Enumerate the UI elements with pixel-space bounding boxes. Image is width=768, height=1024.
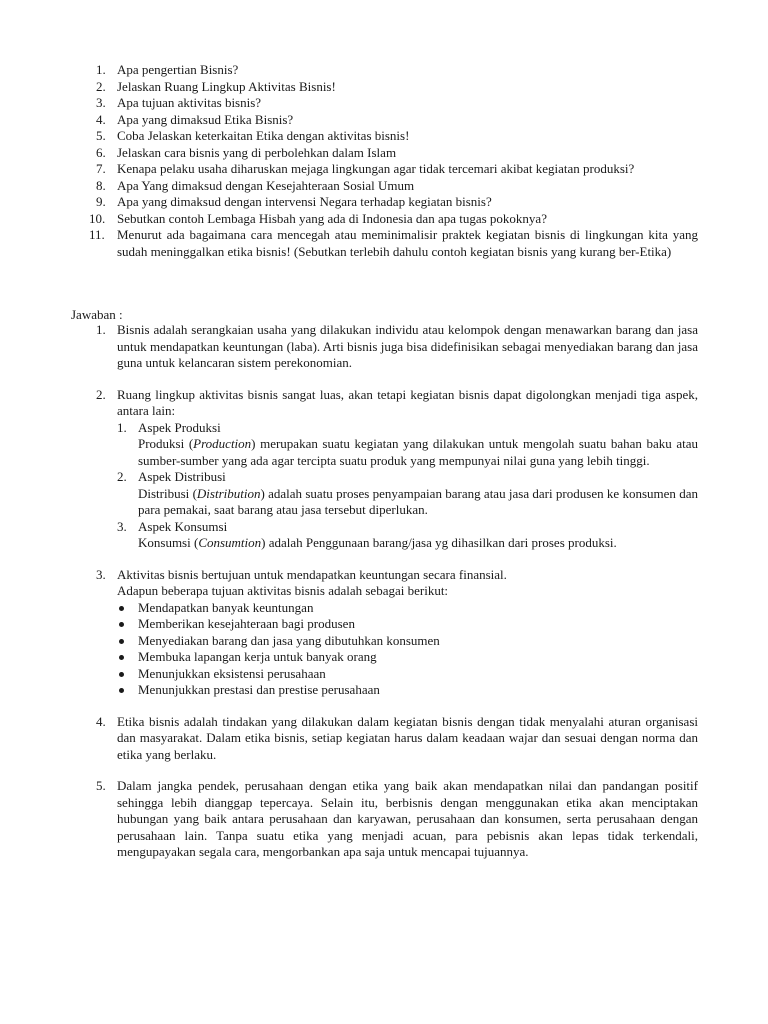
question-number: 8.: [96, 177, 106, 193]
answer-text: Aktivitas bisnis bertujuan untuk mendapatkan keuntungan secara finansial.: [117, 566, 507, 582]
question-item: [78, 95, 698, 112]
question-item: [78, 128, 698, 145]
bullet-item: Memberikan kesejahteraan bagi produsen: [117, 616, 698, 633]
question-number: 1.: [96, 62, 106, 77]
answers-heading: Jawaban :: [71, 307, 123, 322]
questions-list: [78, 62, 698, 260]
aspect-description: Produksi (Production) merupakan suatu kegiatan yang dilakukan untuk mengolah suatu bahan baku atau sumber-sumber yang ada agar tercipta suatu produk yang mempunyai nilai guna yang lebih tinggi.: [138, 436, 698, 468]
question-text: Kenapa pelaku usaha diharuskan mejaga lingkungan agar tidak tercemari akibat kegiatan produksi?: [117, 161, 635, 176]
answer-text: Bisnis adalah serangkaian usaha yang dilakukan individu atau kelompok dengan menawarkan barang dan jasa untuk mendapatkan keuntungan (laba). Arti bisnis juga bisa didefinisikan sebagai menyediakan barang dan jasa guna untuk kelancaran sistem perekonomian.: [117, 322, 698, 370]
answer-3: [78, 567, 698, 699]
answer-1: [78, 322, 698, 372]
bullet-item: Menunjukkan eksistensi perusahaan: [117, 666, 698, 683]
question-text: Jelaskan cara bisnis yang di perbolehkan dalam Islam: [117, 144, 397, 160]
aspect-item: [117, 469, 698, 519]
question-item: [78, 161, 698, 178]
question-text: Coba Jelaskan keterkaitan Etika dengan aktivitas bisnis!: [117, 128, 410, 143]
answer-text: Etika bisnis adalah tindakan yang dilakukan dalam kegiatan bisnis dengan tidak menyalahi aturan organisasi dan masyarakat. Dalam etika bisnis, setiap kegiatan harus dalam keadaan wajar dan sesuai dengan norma dan etika yang berlaku.: [117, 713, 698, 762]
aspect-term: Consumtion: [198, 535, 262, 550]
question-number: 3.: [96, 95, 106, 110]
question-item: [78, 112, 698, 129]
answers-list: [78, 322, 698, 861]
aspect-item: [117, 420, 698, 470]
question-number: 9.: [96, 194, 106, 209]
bullet-item: Membuka lapangan kerja untuk banyak orang: [117, 649, 698, 666]
answer-2: [78, 387, 698, 552]
question-item: [78, 62, 698, 79]
aspect-item: [117, 519, 698, 552]
question-number: 6.: [96, 144, 106, 160]
question-item: [78, 79, 698, 96]
question-item: [78, 145, 698, 162]
question-item: [78, 227, 698, 260]
aspect-description: Konsumsi (Consumtion) adalah Penggunaan barang/jasa yg dihasilkan dari proses produksi.: [138, 535, 617, 550]
bullet-item: Menunjukkan prestasi dan prestise perusahaan: [117, 682, 698, 699]
question-number: 5.: [96, 128, 106, 143]
question-item: [78, 194, 698, 211]
question-number: 11.: [89, 227, 105, 242]
answer-text: Dalam jangka pendek, perusahaan dengan etika yang baik akan mendapatkan nilai dan pandangan positif sehingga lebih dianggap tepercaya. Selain itu, berbisnis dengan menggunakan etika akan menciptakan hubungan yang baik antara perusahaan dan karyawan, perusahaan dan konsumen, serta perusahaan dengan perusahaan lain. Tanpa suatu etika yang menjadi acuan, para pebisnis akan lepas tidak terkendali, mengupayakan segala cara, mengorbankan apa saja untuk mencapai tujuannya.: [117, 778, 698, 859]
answer-number: 1.: [96, 322, 106, 337]
question-item: [78, 178, 698, 195]
aspect-title: Aspek Distribusi: [138, 469, 226, 484]
question-text: Apa Yang dimaksud dengan Kesejahteraan Sosial Umum: [117, 177, 415, 193]
question-item: [78, 211, 698, 228]
answer-number: 5.: [96, 778, 106, 793]
question-number: 10.: [89, 210, 106, 226]
answer-text: Ruang lingkup aktivitas bisnis sangat luas, akan tetapi kegiatan bisnis dapat digolongkan menjadi tiga aspek, antara lain:: [117, 386, 698, 418]
answer-number: 2.: [96, 386, 106, 402]
answer-5: [78, 778, 698, 861]
bullet-list: [117, 600, 698, 699]
aspect-title: Aspek Konsumsi: [138, 518, 228, 534]
aspect-number: 2.: [117, 469, 127, 484]
aspect-term: Production: [193, 436, 252, 451]
question-number: 4.: [96, 111, 106, 127]
aspect-title: Aspek Produksi: [138, 419, 221, 435]
question-number: 7.: [96, 161, 106, 176]
question-number: 2.: [96, 78, 106, 94]
answer-4: [78, 714, 698, 764]
answer-number: 4.: [96, 713, 106, 729]
bullet-item: Mendapatkan banyak keuntungan: [117, 600, 698, 617]
aspect-term: Distribution: [196, 485, 261, 501]
aspect-description: Distribusi (Distribution) adalah suatu proses penyampaian barang atau jasa dari produsen ke konsumen dan para pemakai, saat barang atau jasa tersebut diperlukan.: [138, 485, 698, 517]
answer-text: Adapun beberapa tujuan aktivitas bisnis adalah sebagai berikut:: [117, 583, 449, 598]
bullet-item: Menyediakan barang dan jasa yang dibutuhkan konsumen: [117, 633, 698, 650]
aspect-number: 1.: [117, 419, 127, 435]
question-text: Apa yang dimaksud Etika Bisnis?: [117, 111, 294, 127]
question-text: Sebutkan contoh Lembaga Hisbah yang ada di Indonesia dan apa tugas pokoknya?: [117, 210, 547, 226]
question-text: Apa yang dimaksud dengan intervensi Negara terhadap kegiatan bisnis?: [117, 194, 492, 209]
answer-number: 3.: [96, 566, 106, 582]
aspect-number: 3.: [117, 518, 127, 534]
question-text: Apa pengertian Bisnis?: [117, 62, 239, 77]
question-text: Menurut ada bagaimana cara mencegah atau meminimalisir praktek kegiatan bisnis di lingkungan kita yang sudah meninggalkan etika bisnis! (Sebutkan terlebih dahulu contoh kegiatan bisnis yang kurang ber-Etika): [117, 227, 698, 259]
question-text: Jelaskan Ruang Lingkup Aktivitas Bisnis!: [117, 78, 336, 94]
question-text: Apa tujuan aktivitas bisnis?: [117, 95, 262, 110]
